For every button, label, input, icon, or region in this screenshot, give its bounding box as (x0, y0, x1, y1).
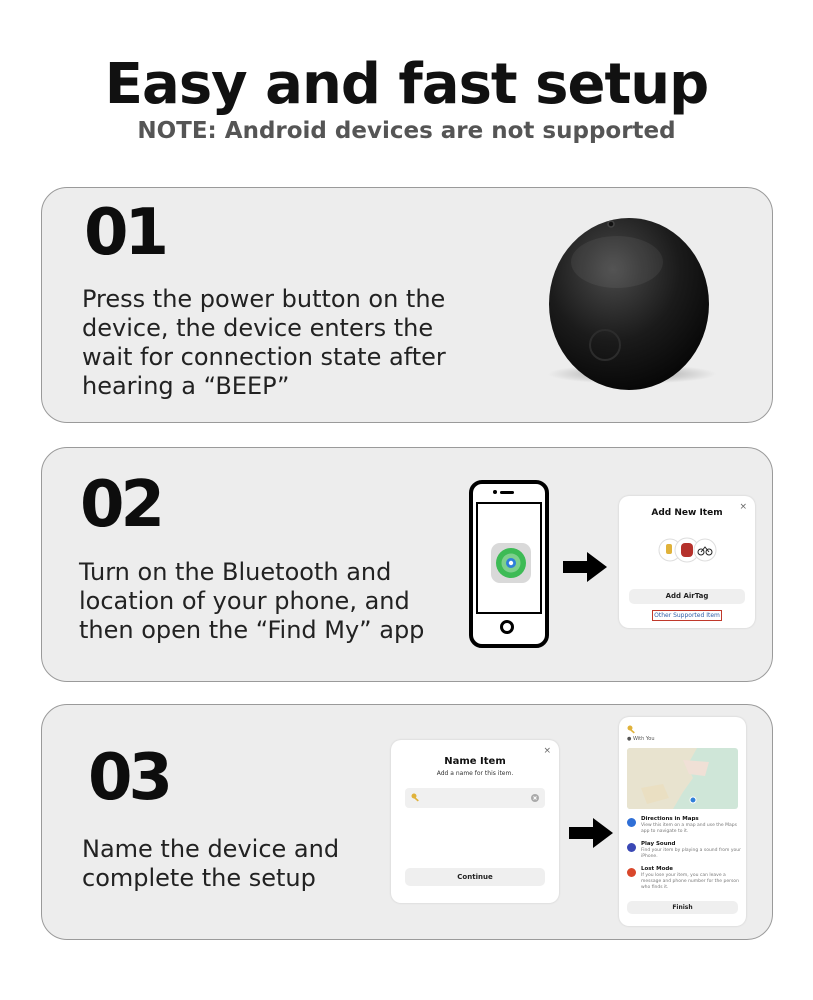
phone-home-button (500, 620, 514, 634)
option-desc: Find your item by playing a sound from your iPhone. (641, 848, 741, 859)
lock-icon (627, 868, 636, 877)
desc-line: Turn on the Bluetooth and (79, 558, 392, 586)
add-new-item-panel (619, 496, 755, 628)
phone-icon (469, 480, 549, 648)
step-description (82, 285, 446, 401)
key-icon (627, 725, 637, 735)
accessory-icons (657, 536, 719, 564)
step-number: 03 (88, 741, 170, 815)
step-number: 02 (80, 468, 162, 542)
desc-line: Press the power button on the (82, 285, 446, 313)
add-airtag-button[interactable]: Add AirTag (629, 589, 745, 604)
step-description (82, 835, 339, 893)
page-title: Easy and fast setup (104, 52, 709, 117)
android-note: NOTE: Android devices are not supported (137, 118, 676, 144)
directions-icon (627, 818, 636, 827)
play-icon (627, 843, 636, 852)
phone-camera (493, 490, 497, 494)
desc-line: complete the setup (82, 864, 316, 892)
with-you-label: ● With You (627, 736, 655, 742)
continue-button[interactable]: Continue (405, 868, 545, 886)
step-description (79, 558, 424, 645)
arrow-right-icon (563, 552, 607, 582)
close-icon[interactable]: × (543, 746, 551, 756)
close-icon[interactable]: × (739, 502, 747, 512)
desc-line: device, the device enters the (82, 314, 434, 342)
finish-panel (619, 717, 746, 926)
tracker-device-icon (547, 212, 711, 392)
option-title: Lost Mode (641, 866, 674, 872)
name-item-panel (391, 740, 559, 903)
step-card-2 (41, 447, 773, 682)
option-title: Play Sound (641, 841, 676, 847)
panel-title: Name Item (444, 756, 506, 767)
desc-line: Name the device and (82, 835, 340, 863)
phone-speaker (500, 491, 514, 494)
desc-line: then open the “Find My” app (79, 616, 425, 644)
find-my-app-icon (491, 543, 531, 583)
step-number: 01 (84, 196, 166, 270)
option-title: Directions in Maps (641, 816, 699, 822)
other-supported-item-button[interactable]: Other Supported Item (652, 610, 722, 621)
phone-screen (476, 502, 542, 614)
arrow-right-icon (569, 818, 613, 848)
step-card-1 (41, 187, 773, 423)
panel-subtitle: Add a name for this item. (436, 770, 514, 777)
desc-line: hearing a “BEEP” (82, 372, 290, 400)
desc-line: location of your phone, and (79, 587, 410, 615)
item-name-input[interactable] (405, 788, 545, 808)
map-view[interactable] (627, 748, 738, 809)
key-icon (411, 793, 421, 803)
desc-line: wait for connection state after (82, 343, 446, 371)
finish-button[interactable]: Finish (627, 901, 738, 914)
panel-title: Add New Item (651, 508, 723, 518)
option-desc: View this item on a map and use the Maps app to navigate to it. (641, 823, 737, 834)
clear-icon[interactable] (531, 794, 539, 802)
step-card-3 (41, 704, 773, 940)
option-desc: If you lose your item, you can leave a message and phone number for the person who finds it. (641, 873, 739, 890)
